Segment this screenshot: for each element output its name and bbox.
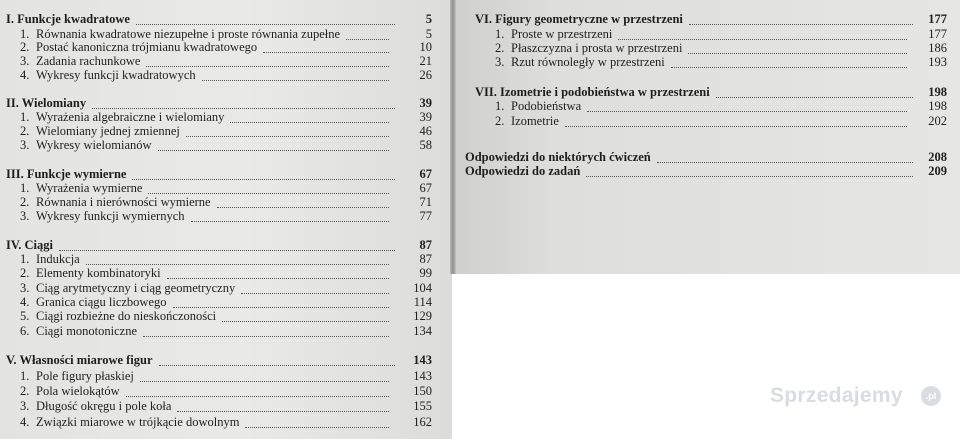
entry-title: Ciągi monotoniczne [36,324,138,338]
chapter-title: VII. Izometrie i podobieństwa w przestrzeni [475,85,710,99]
entry-page-number: 202 [928,114,947,128]
leader-dots [126,381,389,397]
entry-page-number: 10 [419,40,432,54]
appendix-page-number: 208 [928,150,947,164]
leader-dots [167,263,389,279]
leader-dots [191,206,389,222]
appendix-page-number: 209 [928,164,947,178]
item-number: 3. [20,138,30,152]
entry-page-number: 26 [419,68,432,82]
entry-page-number: 39 [419,110,432,124]
entry-title: Długość okręgu i pole koła [36,399,172,413]
toc-appendix-row [455,164,957,179]
chapter-page-number: 39 [419,96,432,110]
entry-page-number: 155 [413,399,432,413]
leader-dots [587,96,907,112]
entry-title: Zadania rachunkowe [36,54,141,68]
chapter-page-number: 67 [419,167,432,181]
entry-page-number: 5 [425,27,432,41]
chapter-page-number: 198 [928,85,947,99]
leader-dots [222,306,389,322]
item-number: 3. [20,281,30,295]
leader-dots [158,135,389,151]
chapter-title: I. Funkcje kwadratowe [6,12,130,26]
toc-entry-row [0,415,442,430]
leader-dots [245,412,389,428]
item-number: 3. [20,399,30,413]
item-number: 2. [20,384,30,398]
entry-page-number: 162 [413,415,432,429]
entry-title: Podobieństwa [511,99,582,113]
toc-entry-row [0,209,442,224]
entry-page-number: 134 [413,324,432,338]
entry-title: Ciąg arytmetyczny i ciąg geometryczny [36,281,236,295]
leader-dots [671,52,907,68]
leader-dots [565,111,907,127]
entry-title: Wykresy wielomianów [36,138,152,152]
item-number: 2. [20,124,30,138]
item-number: 3. [20,54,30,68]
entry-title: Elementy kombinatoryki [36,266,161,280]
watermark-badge: .pl [921,386,941,406]
entry-title: Postać kanoniczna trójmianu kwadratowego [36,40,258,54]
entry-page-number: 186 [928,41,947,55]
toc-entry-row [455,114,957,129]
leader-dots [689,9,913,25]
entry-page-number: 71 [419,195,432,209]
chapter-title: V. Własności miarowe figur [6,353,153,367]
entry-title: Pola wielokątów [36,384,120,398]
book-gutter [450,0,456,274]
item-number: 1. [495,99,505,113]
chapter-page-number: 143 [413,353,432,367]
chapter-page-number: 5 [425,12,432,26]
entry-title: Równania kwadratowe niezupełne i proste równania zupełne [36,27,341,41]
toc-entry-row [455,55,957,70]
entry-page-number: 46 [419,124,432,138]
entry-page-number: 21 [419,54,432,68]
item-number: 4. [20,295,30,309]
appendix-title: Odpowiedzi do niektórych ćwiczeń [465,150,651,164]
entry-title: Równania i nierówności wymierne [36,195,211,209]
leader-dots [202,65,389,81]
entry-title: Izometrie [511,114,559,128]
item-number: 1. [20,369,30,383]
leader-dots [140,366,389,382]
toc-left-page [0,0,452,439]
entry-title: Proste w przestrzeni [511,27,613,41]
chapter-title: VI. Figury geometryczne w przestrzeni [475,12,683,26]
entry-page-number: 198 [928,99,947,113]
entry-title: Płaszczyzna i prosta w przestrzeni [511,41,683,55]
entry-title: Wielomiany jednej zmiennej [36,124,180,138]
entry-page-number: 104 [413,281,432,295]
chapter-page-number: 87 [419,238,432,252]
toc-entry-row [0,68,442,83]
entry-page-number: 67 [419,181,432,195]
entry-title: Indukcja [36,252,80,266]
entry-page-number: 87 [419,252,432,266]
leader-dots [159,350,395,366]
item-number: 3. [495,55,505,69]
entry-page-number: 99 [419,266,432,280]
entry-page-number: 114 [413,295,432,309]
item-number: 2. [20,195,30,209]
entry-title: Ciągi rozbieżne do nieskończoności [36,309,217,323]
item-number: 2. [20,40,30,54]
entry-title: Wyrażenia algebraiczne i wielomiany [36,110,225,124]
appendix-title: Odpowiedzi do zadań [465,164,581,178]
item-number: 1. [20,27,30,41]
leader-dots [136,9,395,25]
entry-title: Wyrażenia wymierne [36,181,143,195]
toc-entry-row [0,324,442,339]
chapter-title: III. Funkcje wymierne [6,167,127,181]
watermark-text: Sprzedajemy [770,384,903,407]
chapter-title: IV. Ciągi [6,238,54,252]
toc-right-page [455,0,960,274]
entry-title: Granica ciągu liczbowego [36,295,167,309]
entry-title: Wykresy funkcji kwadratowych [36,68,196,82]
toc-entry-row [0,138,442,153]
entry-title: Pole figury płaskiej [36,369,134,383]
entry-title: Wykresy funkcji wymiernych [36,209,185,223]
chapter-title: II. Wielomiany [6,96,87,110]
leader-dots [143,321,389,337]
entry-page-number: 177 [928,27,947,41]
item-number: 5. [20,309,30,323]
chapter-page-number: 177 [928,12,947,26]
item-number: 1. [20,110,30,124]
item-number: 1. [20,181,30,195]
entry-page-number: 77 [419,209,432,223]
item-number: 6. [20,324,30,338]
entry-page-number: 150 [413,384,432,398]
item-number: 2. [495,41,505,55]
entry-page-number: 129 [413,309,432,323]
item-number: 3. [20,209,30,223]
entry-page-number: 58 [419,138,432,152]
entry-page-number: 143 [413,369,432,383]
item-number: 2. [20,266,30,280]
leader-dots [586,161,913,177]
item-number: 2. [495,114,505,128]
entry-title: Rzut równoległy w przestrzeni [511,55,665,69]
item-number: 1. [20,252,30,266]
entry-title: Związki miarowe w trójkącie dowolnym [36,415,240,429]
item-number: 4. [20,68,30,82]
leader-dots [177,396,389,412]
entry-page-number: 193 [928,55,947,69]
item-number: 4. [20,415,30,429]
item-number: 1. [495,27,505,41]
